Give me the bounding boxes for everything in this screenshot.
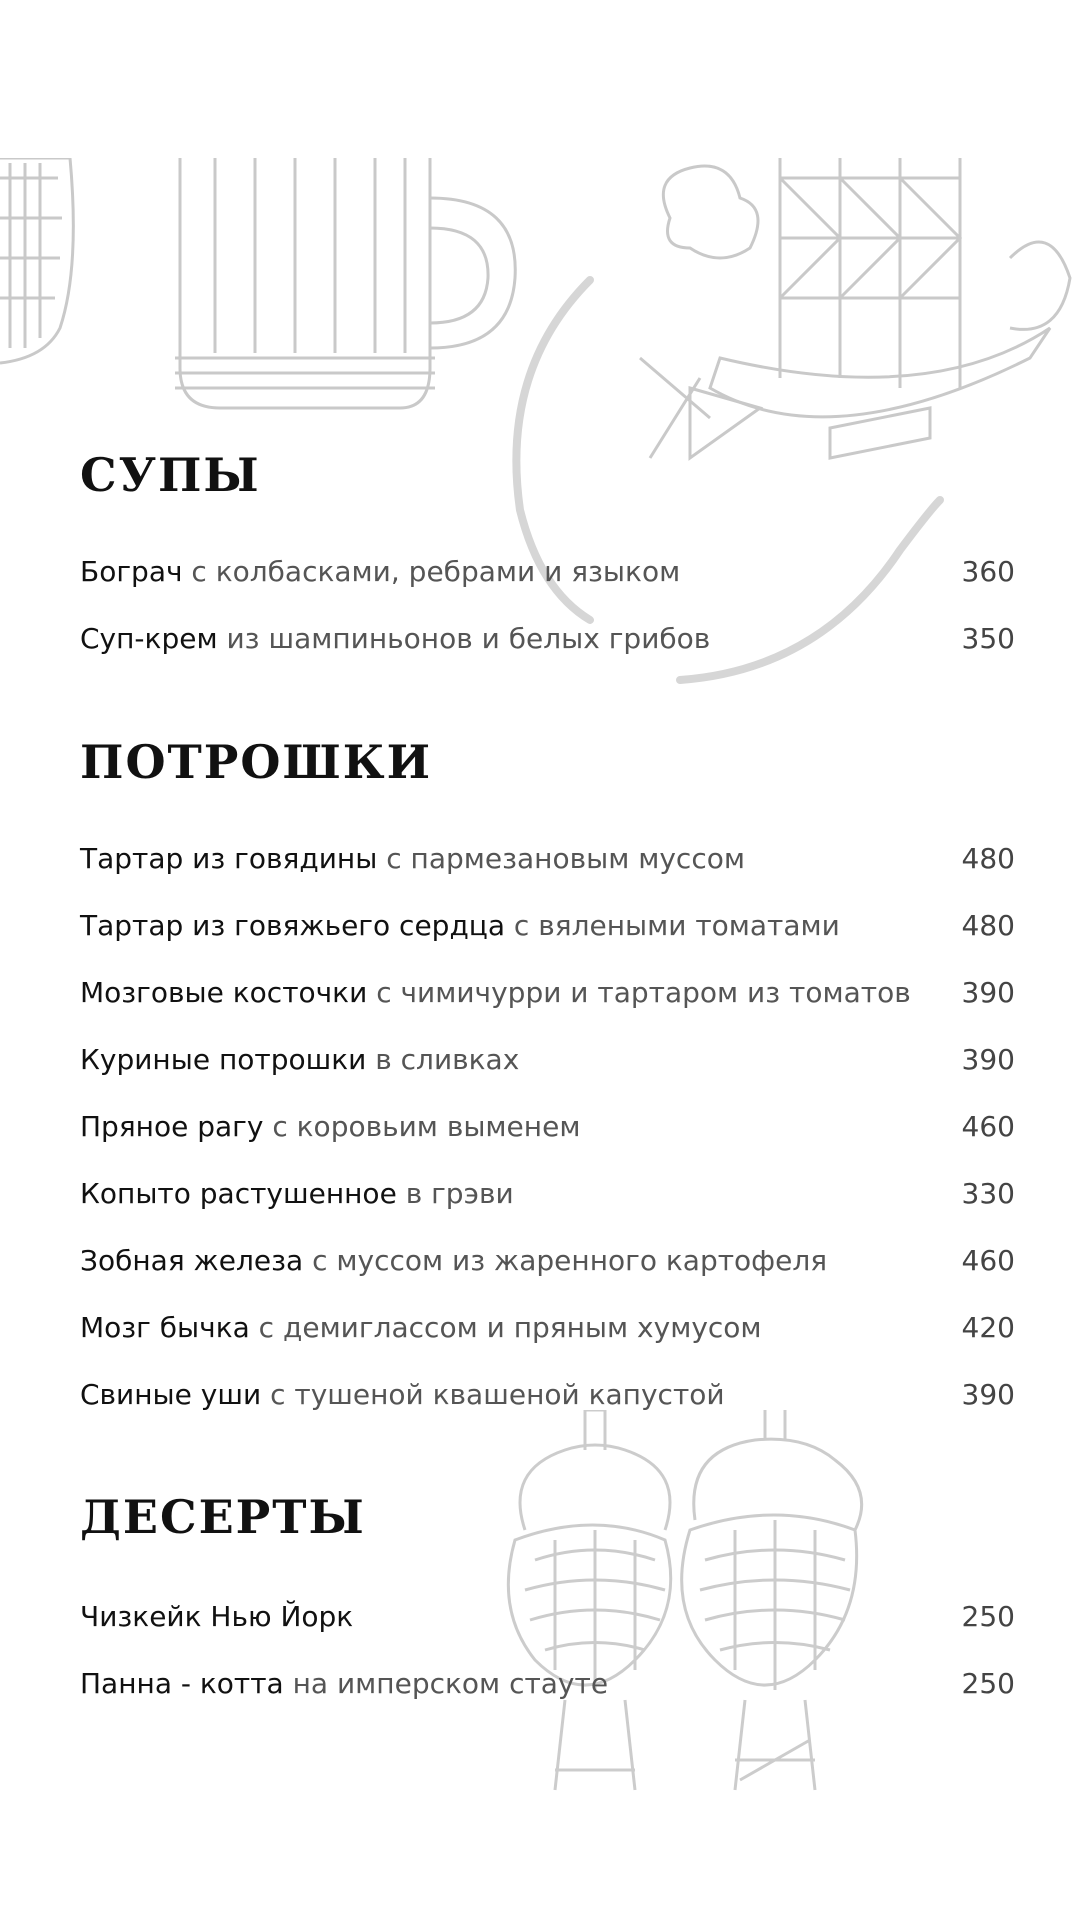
- item-price: 460: [961, 1244, 1015, 1277]
- item-name: Свиные уши: [80, 1378, 262, 1411]
- item-description: из шампиньонов и белых грибов: [217, 622, 711, 655]
- menu-item: [80, 617, 1015, 661]
- item-description: с вялеными томатами: [505, 909, 840, 942]
- item-description: на имперском стауте: [283, 1667, 609, 1700]
- item-price: 250: [961, 1667, 1015, 1700]
- menu-item: [80, 1373, 1015, 1417]
- item-description: с демиглассом и пряным хумусом: [249, 1311, 762, 1344]
- menu-item: [80, 1105, 1015, 1149]
- item-name: Бограч: [80, 555, 183, 588]
- item-price: 360: [961, 555, 1015, 588]
- section-title-soups: СУПЫ: [80, 448, 261, 502]
- menu-item: [80, 837, 1015, 881]
- airship-illustration: [630, 158, 1080, 498]
- item-name: Панна - котта: [80, 1667, 284, 1700]
- beer-mugs-illustration: [0, 158, 530, 416]
- item-name: Пряное рагу: [80, 1110, 264, 1143]
- item-description: с колбасками, ребрами и языком: [182, 555, 681, 588]
- item-name: Мозг бычка: [80, 1311, 250, 1344]
- item-description: с муссом из жаренного картофеля: [303, 1244, 828, 1277]
- item-name: Суп-крем: [80, 622, 218, 655]
- item-name: Чизкейк Нью Йорк: [80, 1600, 354, 1633]
- item-description: в сливках: [366, 1043, 520, 1076]
- item-price: 250: [961, 1600, 1015, 1633]
- menu-item: [80, 1595, 1015, 1639]
- item-price: 420: [961, 1311, 1015, 1344]
- item-description: в грэви: [396, 1177, 514, 1210]
- item-name: Тартар из говяжьего сердца: [80, 909, 506, 942]
- item-name: Тартар из говядины: [80, 842, 378, 875]
- item-description: с пармезановым муссом: [377, 842, 745, 875]
- menu-item: [80, 1038, 1015, 1082]
- item-name: Мозговые косточки: [80, 976, 368, 1009]
- menu-item: [80, 1239, 1015, 1283]
- item-name: Куриные потрошки: [80, 1043, 367, 1076]
- menu-item: [80, 971, 1015, 1015]
- item-name: Зобная железа: [80, 1244, 304, 1277]
- item-description: с чимичурри и тартаром из томатов: [367, 976, 911, 1009]
- menu-item: [80, 1306, 1015, 1350]
- menu-item: [80, 904, 1015, 948]
- item-description: с тушеной квашеной капустой: [261, 1378, 725, 1411]
- section-title-desserts: ДЕСЕРТЫ: [80, 1490, 366, 1544]
- item-price: 480: [961, 842, 1015, 875]
- item-name: Копыто растушенное: [80, 1177, 397, 1210]
- section-title-offal: ПОТРОШКИ: [80, 735, 433, 789]
- item-price: 350: [961, 622, 1015, 655]
- item-price: 460: [961, 1110, 1015, 1143]
- item-price: 480: [961, 909, 1015, 942]
- item-price: 390: [961, 1378, 1015, 1411]
- item-price: 390: [961, 976, 1015, 1009]
- item-price: 390: [961, 1043, 1015, 1076]
- item-price: 330: [961, 1177, 1015, 1210]
- item-description: с коровьим выменем: [263, 1110, 581, 1143]
- menu-item: [80, 1172, 1015, 1216]
- menu-item: [80, 550, 1015, 594]
- menu-item: [80, 1662, 1015, 1706]
